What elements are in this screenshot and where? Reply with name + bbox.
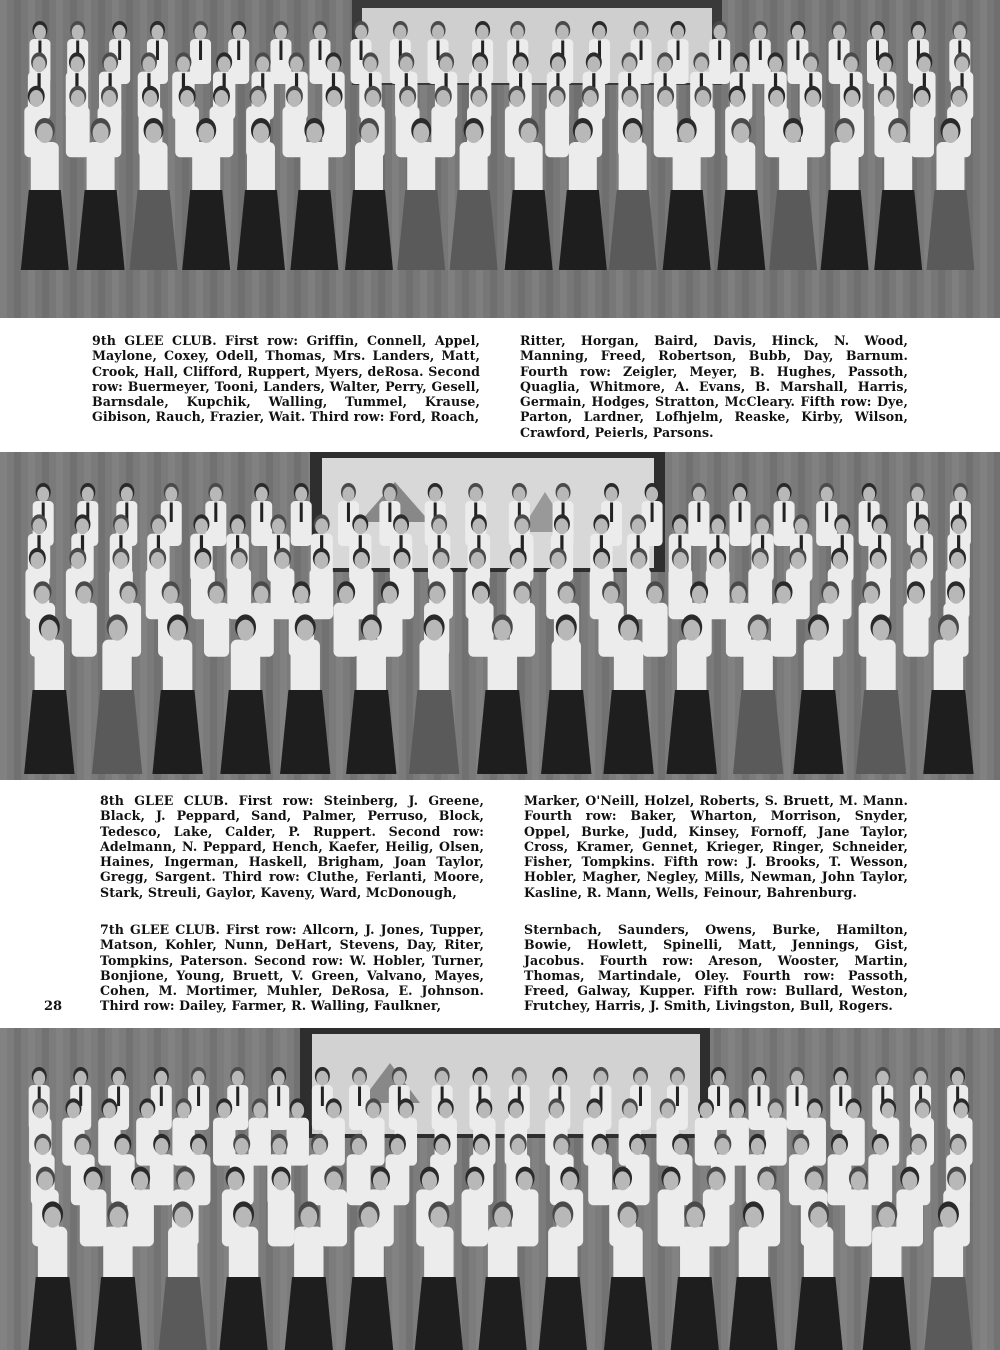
ninth-glee-club-photo-image — [0, 0, 1000, 318]
choir-member — [588, 1134, 612, 1205]
caption-column-left: 8th GLEE CLUB. First row: Steinberg, J. Greene, Black, J. Peppard, Sand, Palmer, Perruso, Block, Tedesco, Lake, Calder, P. Ruppert. Second row: Adelmann, N. Peppard, Hench, Kaefer, Heilig, Olsen, Haines, Ingerman, Haskell, Brigham, Joan Taylor, Gregg, Sargent. Third row: Cluthe, Ferlanti, Moore, Stark, Streuli, Gaylor, Kaveny, Ward, McDonough, — [100, 793, 484, 900]
choir-member — [72, 581, 97, 657]
choir-member — [771, 581, 796, 657]
choir-member — [291, 483, 312, 546]
caption-column-right: Sternbach, Saunders, Owens, Burke, Hamilton, Bowie, Howlett, Spinelli, Matt, Jennings, Gist, Jacobus. Fourth row: Areson, Wooster, Martin, Thomas, Martindale, Oley. Fourth row: Passoth, Freed, Galway, Kupper. Fifth row: Bullard, Weston, Frutchey, Harris, J. Smith, Livingston, Bull, Rogers. — [524, 922, 908, 1014]
choir-member — [334, 581, 359, 657]
choir-member — [545, 86, 569, 157]
choir-member — [287, 1098, 309, 1165]
choir-member — [845, 1167, 872, 1247]
choir-member — [268, 1167, 295, 1247]
choir-member — [80, 1167, 107, 1247]
eighth-glee-club-photo — [0, 452, 1000, 780]
choir-member — [688, 483, 709, 546]
seventh-glee-club-caption — [100, 922, 908, 1014]
choir-member — [730, 483, 751, 546]
seventh-glee-club-photo — [0, 1028, 1000, 1350]
choir-member — [642, 581, 667, 657]
caption-column-left: 9th GLEE CLUB. First row: Griffin, Connell, Appel, Maylone, Coxey, Odell, Thomas, Mrs. Landers, Matt, Crook, Hall, Clifford, Ruppert, Myers, deRosa. Second row: Buermeyer, Tooni, Landers, Walter, Perry, Gesell, Barnsdale, Kupchik, Walling, Tummel, Krause, Gibison, Rauch, Frazier, Wait. Third row: Ford, Roach, — [92, 333, 480, 425]
caption-column-left: 7th GLEE CLUB. First row: Allcorn, J. Jones, Tupper, Matson, Kohler, Nunn, DeHart, Stevens, Day, Riter, Tompkins, Paterson. Second row: W. Hobler, Turner, Bonjione, Young, Bruett, V. Green, Valvano, Mayes, Cohen, M. Mortimer, Muhler, DeRosa, E. Johnson. Third row: Dailey, Farmer, R. Walling, Faulkner, — [100, 922, 484, 1014]
caption-column-right: Marker, O'Neill, Holzel, Roberts, S. Bruett, M. Mann. Fourth row: Baker, Wharton, Morrison, Snyder, Oppel, Burke, Judd, Kinsey, Fornoff, Jane Taylor, Cross, Kramer, Gennet, Krieger, Ringer, Schneider, Fisher, Tompkins. Fifth row: J. Brooks, T. Wesson, Hobler, Magher, Negley, Mills, Newman, John Taylor, Kasline, R. Mann, Wells, Feinour, Bahrenburg. — [524, 793, 908, 900]
ninth-glee-club-photo — [0, 0, 1000, 318]
choir-member — [268, 1067, 289, 1130]
choir-member — [748, 548, 772, 619]
eighth-glee-club-caption — [100, 793, 908, 900]
page-number: 28 — [44, 999, 63, 1014]
choir-member — [910, 86, 934, 157]
choir-member — [66, 86, 90, 157]
choir-member — [462, 1167, 489, 1247]
ninth-glee-club-caption — [92, 333, 908, 440]
choir-member — [320, 1167, 347, 1247]
choir-member — [227, 548, 251, 619]
choir-member — [868, 1134, 892, 1205]
choir-member — [903, 581, 928, 657]
seventh-glee-club-photo-image — [0, 1028, 1000, 1350]
choir-member — [709, 21, 730, 84]
caption-column-right: Ritter, Horgan, Baird, Davis, Hinck, N. Wood, Manning, Freed, Robertson, Bubb, Day, Barnum. Fourth row: Zeigler, Meyer, B. Hughes, Passoth, Quaglia, Whitmore, A. Evans, B. Marshall, Harris, Germain, Hodges, Stratton, McCleary. Fifth row: Dye, Parton, Lardner, Lofhjelm, Reaske, Kirby, Wilson, Crawford, Peierls, Parsons. — [520, 333, 908, 440]
eighth-glee-club-photo-image — [0, 452, 1000, 780]
choir-member — [347, 1134, 371, 1205]
choir-member — [204, 581, 229, 657]
